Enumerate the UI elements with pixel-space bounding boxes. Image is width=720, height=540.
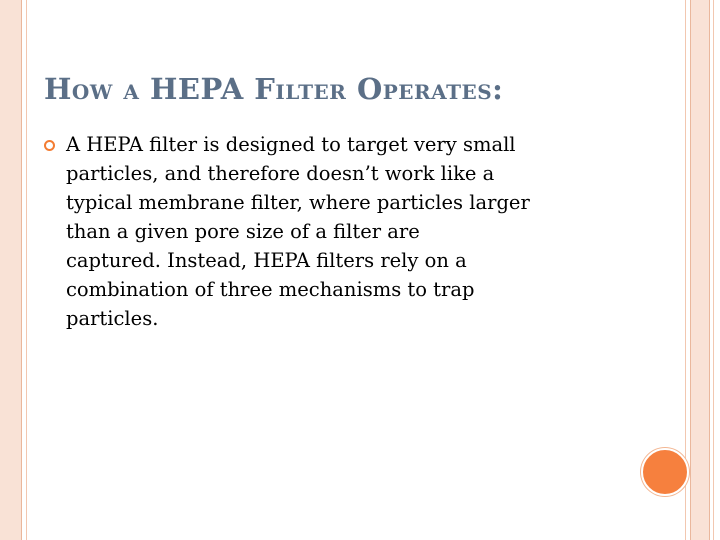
slide-content xyxy=(44,130,604,333)
orange-circle-decoration xyxy=(641,448,689,496)
slide-title: How a HEPA Filter Operates: xyxy=(44,72,504,106)
ring-bullet-icon xyxy=(44,140,55,151)
bullet-item xyxy=(44,130,604,333)
left-decorative-line xyxy=(26,0,27,540)
left-decorative-stripe xyxy=(0,0,22,540)
bullet-text: A HEPA filter is designed to target very small particles, and therefore doesn’t work like a typical membrane filter, where particles larger than a given pore size of a filter are captured. Instead, HEPA filters rely on a combination of three mechanisms to trap particles. xyxy=(66,133,530,330)
right-decorative-line-outer xyxy=(713,0,714,540)
right-decorative-stripe xyxy=(690,0,710,540)
